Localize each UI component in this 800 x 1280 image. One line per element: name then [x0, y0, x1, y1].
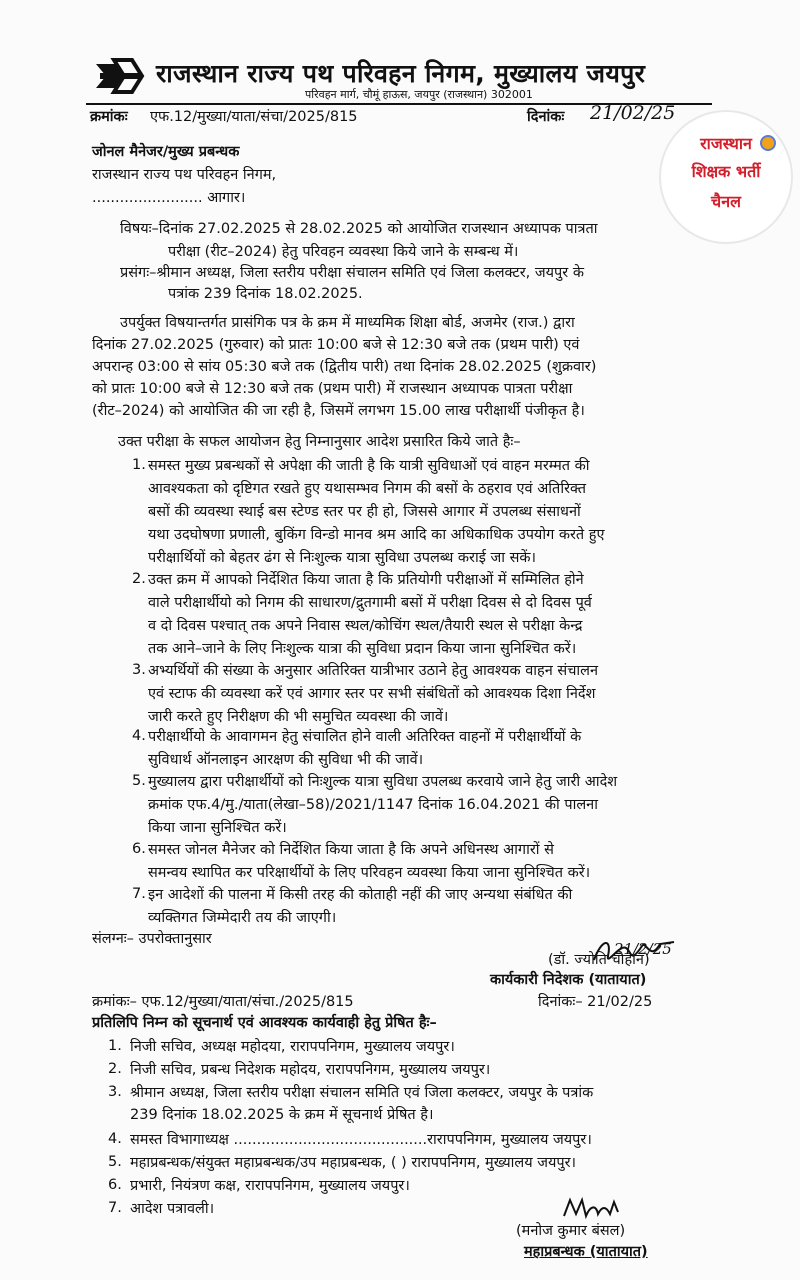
order-number: 6.	[132, 841, 146, 857]
enclosure-line: संलग्नः– उपरोक्तानुसार	[92, 931, 212, 947]
order-4-line: सुविधार्थ ऑनलाइन आरक्षण की सुविधा भी की जावें।	[148, 752, 424, 768]
order-1-line: यथा उदघोषणा प्रणाली, बुकिंग विन्डो मानव श्रम आदि का अधिकाधिक उपयोग करते हुए	[148, 527, 605, 543]
order-7-line: इन आदेशों की पालना में किसी तरह की कोताही नहीं की जाए अन्यथा संबंधित की	[148, 887, 573, 903]
prasang-line-1: प्रसंगः–श्रीमान अध्यक्ष, जिला स्तरीय परीक्षा संचालन समिति एवं जिला कलक्टर, जयपुर के	[120, 265, 584, 281]
copy-heading: प्रतिलिपि निम्न को सूचनार्थ एवं आवश्यक कार्यवाही हेतु प्रेषित हैः–	[92, 1015, 437, 1031]
watermark-line-3: चैनल	[711, 192, 741, 211]
copy-number: 3.	[108, 1084, 122, 1100]
copy-number: 2.	[108, 1061, 122, 1077]
copy-recipient: निजी सचिव, अध्यक्ष महोदया, रारापपनिगम, मुख्यालय जयपुर।	[130, 1039, 455, 1055]
order-7-line: व्यक्तिगत जिम्मेदारी तय की जाएगी।	[148, 910, 337, 926]
copy-recipient: 239 दिनांक 18.02.2025 के क्रम में सूचनार्थ प्रेषित है।	[130, 1107, 434, 1123]
kramank-value: एफ.12/मुख्या/याता/संचा/2025/815	[150, 109, 358, 125]
intro-line-5: (रीट–2024) को आयोजित की जा रही है, जिसमें लगभग 15.00 लाख परीक्षार्थी पंजीकृत है।	[92, 403, 585, 419]
order-6-line: समन्वय स्थापित कर परिक्षार्थीयों के लिए परिवहन व्यवस्था किया जाना सुनिश्चित करें।	[148, 865, 591, 881]
copy-recipient: आदेश पत्रावली।	[130, 1201, 215, 1217]
dinank-label: दिनांकः	[527, 109, 565, 125]
order-5-line: मुख्यालय द्वारा परीक्षार्थीयों को निःशुल्क यात्रा सुविधा उपलब्ध करवाये जाने हेतु जारी आदेश	[148, 774, 618, 790]
addressee-line-3: ........................ आगार।	[92, 190, 246, 206]
copy-kramank: क्रमांकः– एफ.12/मुख्या/याता/संचा./2025/815	[92, 994, 354, 1010]
subject-line-1: विषयः–दिनांक 27.02.2025 से 28.02.2025 को आयोजित राजस्थान अध्यापक पात्रता	[120, 221, 598, 237]
watermark-emblem-icon	[760, 135, 776, 151]
kramank-label: क्रमांकः	[90, 109, 128, 125]
order-1-line: परीक्षार्थियों को बेहतर ढंग से निःशुल्क यात्रा सुविधा उपलब्ध कराई जा सकें।	[148, 550, 537, 566]
copy-recipient: श्रीमान अध्यक्ष, जिला स्तरीय परीक्षा संचालन समिति एवं जिला कलक्टर, जयपुर के पत्रांक	[130, 1085, 594, 1101]
copy-dinank: दिनांकः– 21/02/25	[538, 994, 653, 1010]
order-5-line: क्रमांक एफ.4/मु./याता(लेखा–58)/2021/1147 दिनांक 16.04.2021 की पालना	[148, 797, 598, 813]
copy-recipient: निजी सचिव, प्रबन्ध निदेशक महोदय, रारापपनिगम, मुख्यालय जयपुर।	[130, 1062, 491, 1078]
signature-1-initials: 21/2/25	[614, 940, 672, 958]
channel-watermark	[661, 112, 791, 242]
order-number: 2.	[132, 571, 146, 587]
orders-intro: उक्त परीक्षा के सफल आयोजन हेतु निम्नानुसार आदेश प्रसारित किये जाते हैः–	[118, 434, 521, 450]
addressee-line-1: जोनल मैनेजर/मुख्य प्रबन्धक	[92, 144, 240, 160]
order-number: 5.	[132, 773, 146, 789]
intro-line-1: उपर्युक्त विषयान्तर्गत प्रासंगिक पत्र के क्रम में माध्यमिक शिक्षा बोर्ड, अजमेर (राज.) द्वारा	[120, 315, 575, 331]
signature-2-icon	[560, 1194, 630, 1224]
order-number: 7.	[132, 886, 146, 902]
watermark-line-1: राजस्थान	[700, 134, 752, 153]
order-1-line: समस्त मुख्य प्रबन्धकों से अपेक्षा की जाती है कि यात्री सुविधाओं एवं वाहन मरम्मत की	[148, 458, 590, 474]
order-number: 3.	[132, 662, 146, 678]
order-1-line: बसों की व्यवस्था स्थाई बस स्टेण्ड स्तर पर ही हो, जिससे आगार में उपलब्ध संसाधनों	[148, 504, 581, 520]
order-number: 4.	[132, 728, 146, 744]
copy-number: 4.	[108, 1131, 122, 1147]
rsrtc-logo-icon	[92, 54, 148, 98]
subject-line-2: परीक्षा (रीट–2024) हेतु परिवहन व्यवस्था किये जाने के सम्बन्ध में।	[168, 244, 519, 260]
order-number: 1.	[132, 457, 146, 473]
order-3-line: अभ्यर्थियों की संख्या के अनुसार अतिरिक्त यात्रीभार उठाने हेतु आवश्यक वाहन संचालन	[148, 663, 599, 679]
order-3-line: जारी करते हुए निरीक्षण की भी समुचित व्यवस्था की जावें।	[148, 709, 449, 725]
intro-line-2: दिनांक 27.02.2025 (गुरुवार) को प्रातः 10:00 बजे से 12:30 बजे तक (प्रथम पारी) एवं	[92, 337, 580, 353]
signatory-2-designation: महाप्रबन्धक (यातायात)	[524, 1244, 648, 1260]
copy-number: 1.	[108, 1038, 122, 1054]
order-6-line: समस्त जोनल मैनेजर को निर्देशित किया जाता है कि अपने अधिनस्थ आगारों से	[148, 842, 554, 858]
copy-number: 5.	[108, 1154, 122, 1170]
copy-recipient: प्रभारी, नियंत्रण कक्ष, रारापपनिगम, मुख्यालय जयपुर।	[130, 1178, 410, 1194]
order-3-line: एवं स्टाफ की व्यवस्था करें एवं आगार स्तर पर सभी संबंधितों को आवश्यक दिशा निर्देश	[148, 686, 596, 702]
intro-line-4: को प्रातः 10:00 बजे से 12:30 बजे तक (प्रथम पारी) में राजस्थान अध्यापक पात्रता परीक्षा	[92, 381, 573, 397]
order-2-line: व दो दिवस पश्चात् तक अपने निवास स्थल/कोचिंग स्थल/तैयारी स्थल से परीक्षा केन्द्र	[148, 618, 583, 634]
intro-line-3: अपरान्ह 03:00 से सांय 05:30 बजे तक (द्वितीय पारी) तथा दिनांक 28.02.2025 (शुक्रवार)	[92, 359, 597, 375]
order-2-line: वाले परीक्षार्थीयो को निगम की साधारण/द्रुतगामी बसों में परीक्षा दिवस से दो दिवस पूर्व	[148, 595, 592, 611]
org-title: राजस्थान राज्य पथ परिवहन निगम, मुख्यालय जयपुर	[156, 59, 646, 88]
signatory-2-name: (मनोज कुमार बंसल)	[516, 1223, 626, 1239]
org-address: परिवहन मार्ग, चौमूं हाऊस, जयपुर (राजस्थान) 302001	[305, 88, 533, 101]
order-4-line: परीक्षार्थीयो के आवागमन हेतु संचालित होने वाली अतिरिक्त वाहनों में परीक्षार्थीयों के	[148, 729, 582, 745]
copy-number: 6.	[108, 1177, 122, 1193]
addressee-line-2: राजस्थान राज्य पथ परिवहन निगम,	[92, 167, 277, 183]
copy-recipient: समस्त विभागाध्यक्ष ..........................................रारापपनिगम, मुख्यालय जयपुर।	[130, 1132, 592, 1148]
order-2-line: उक्त क्रम में आपको निर्देशित किया जाता है कि प्रतियोगी परीक्षाओं में सम्मिलित होने	[148, 572, 584, 588]
prasang-line-2: पत्रांक 239 दिनांक 18.02.2025.	[168, 286, 363, 302]
watermark-line-2: शिक्षक भर्ती	[691, 162, 761, 181]
order-1-line: आवश्यकता को दृष्टिगत रखते हुए यथासम्भव निगम की बसों के ठहराव एवं अतिरिक्त	[148, 481, 587, 497]
signatory-1-name: (डॉ. ज्योति चौहान)	[548, 952, 650, 968]
order-5-line: किया जाना सुनिश्चित करें।	[148, 820, 287, 836]
order-2-line: तक आने–जाने के लिए निःशुल्क यात्रा की सुविधा प्रदान किया जाना सुनिश्चित करें।	[148, 641, 577, 657]
dinank-value: 21/02/25	[590, 102, 676, 124]
copy-number: 7.	[108, 1200, 122, 1216]
copy-recipient: महाप्रबन्धक/संयुक्त महाप्रबन्धक/उप महाप्रबन्धक, ( ) रारापपनिगम, मुख्यालय जयपुर।	[130, 1155, 577, 1171]
signatory-1-designation: कार्यकारी निदेशक (यातायात)	[490, 972, 647, 988]
